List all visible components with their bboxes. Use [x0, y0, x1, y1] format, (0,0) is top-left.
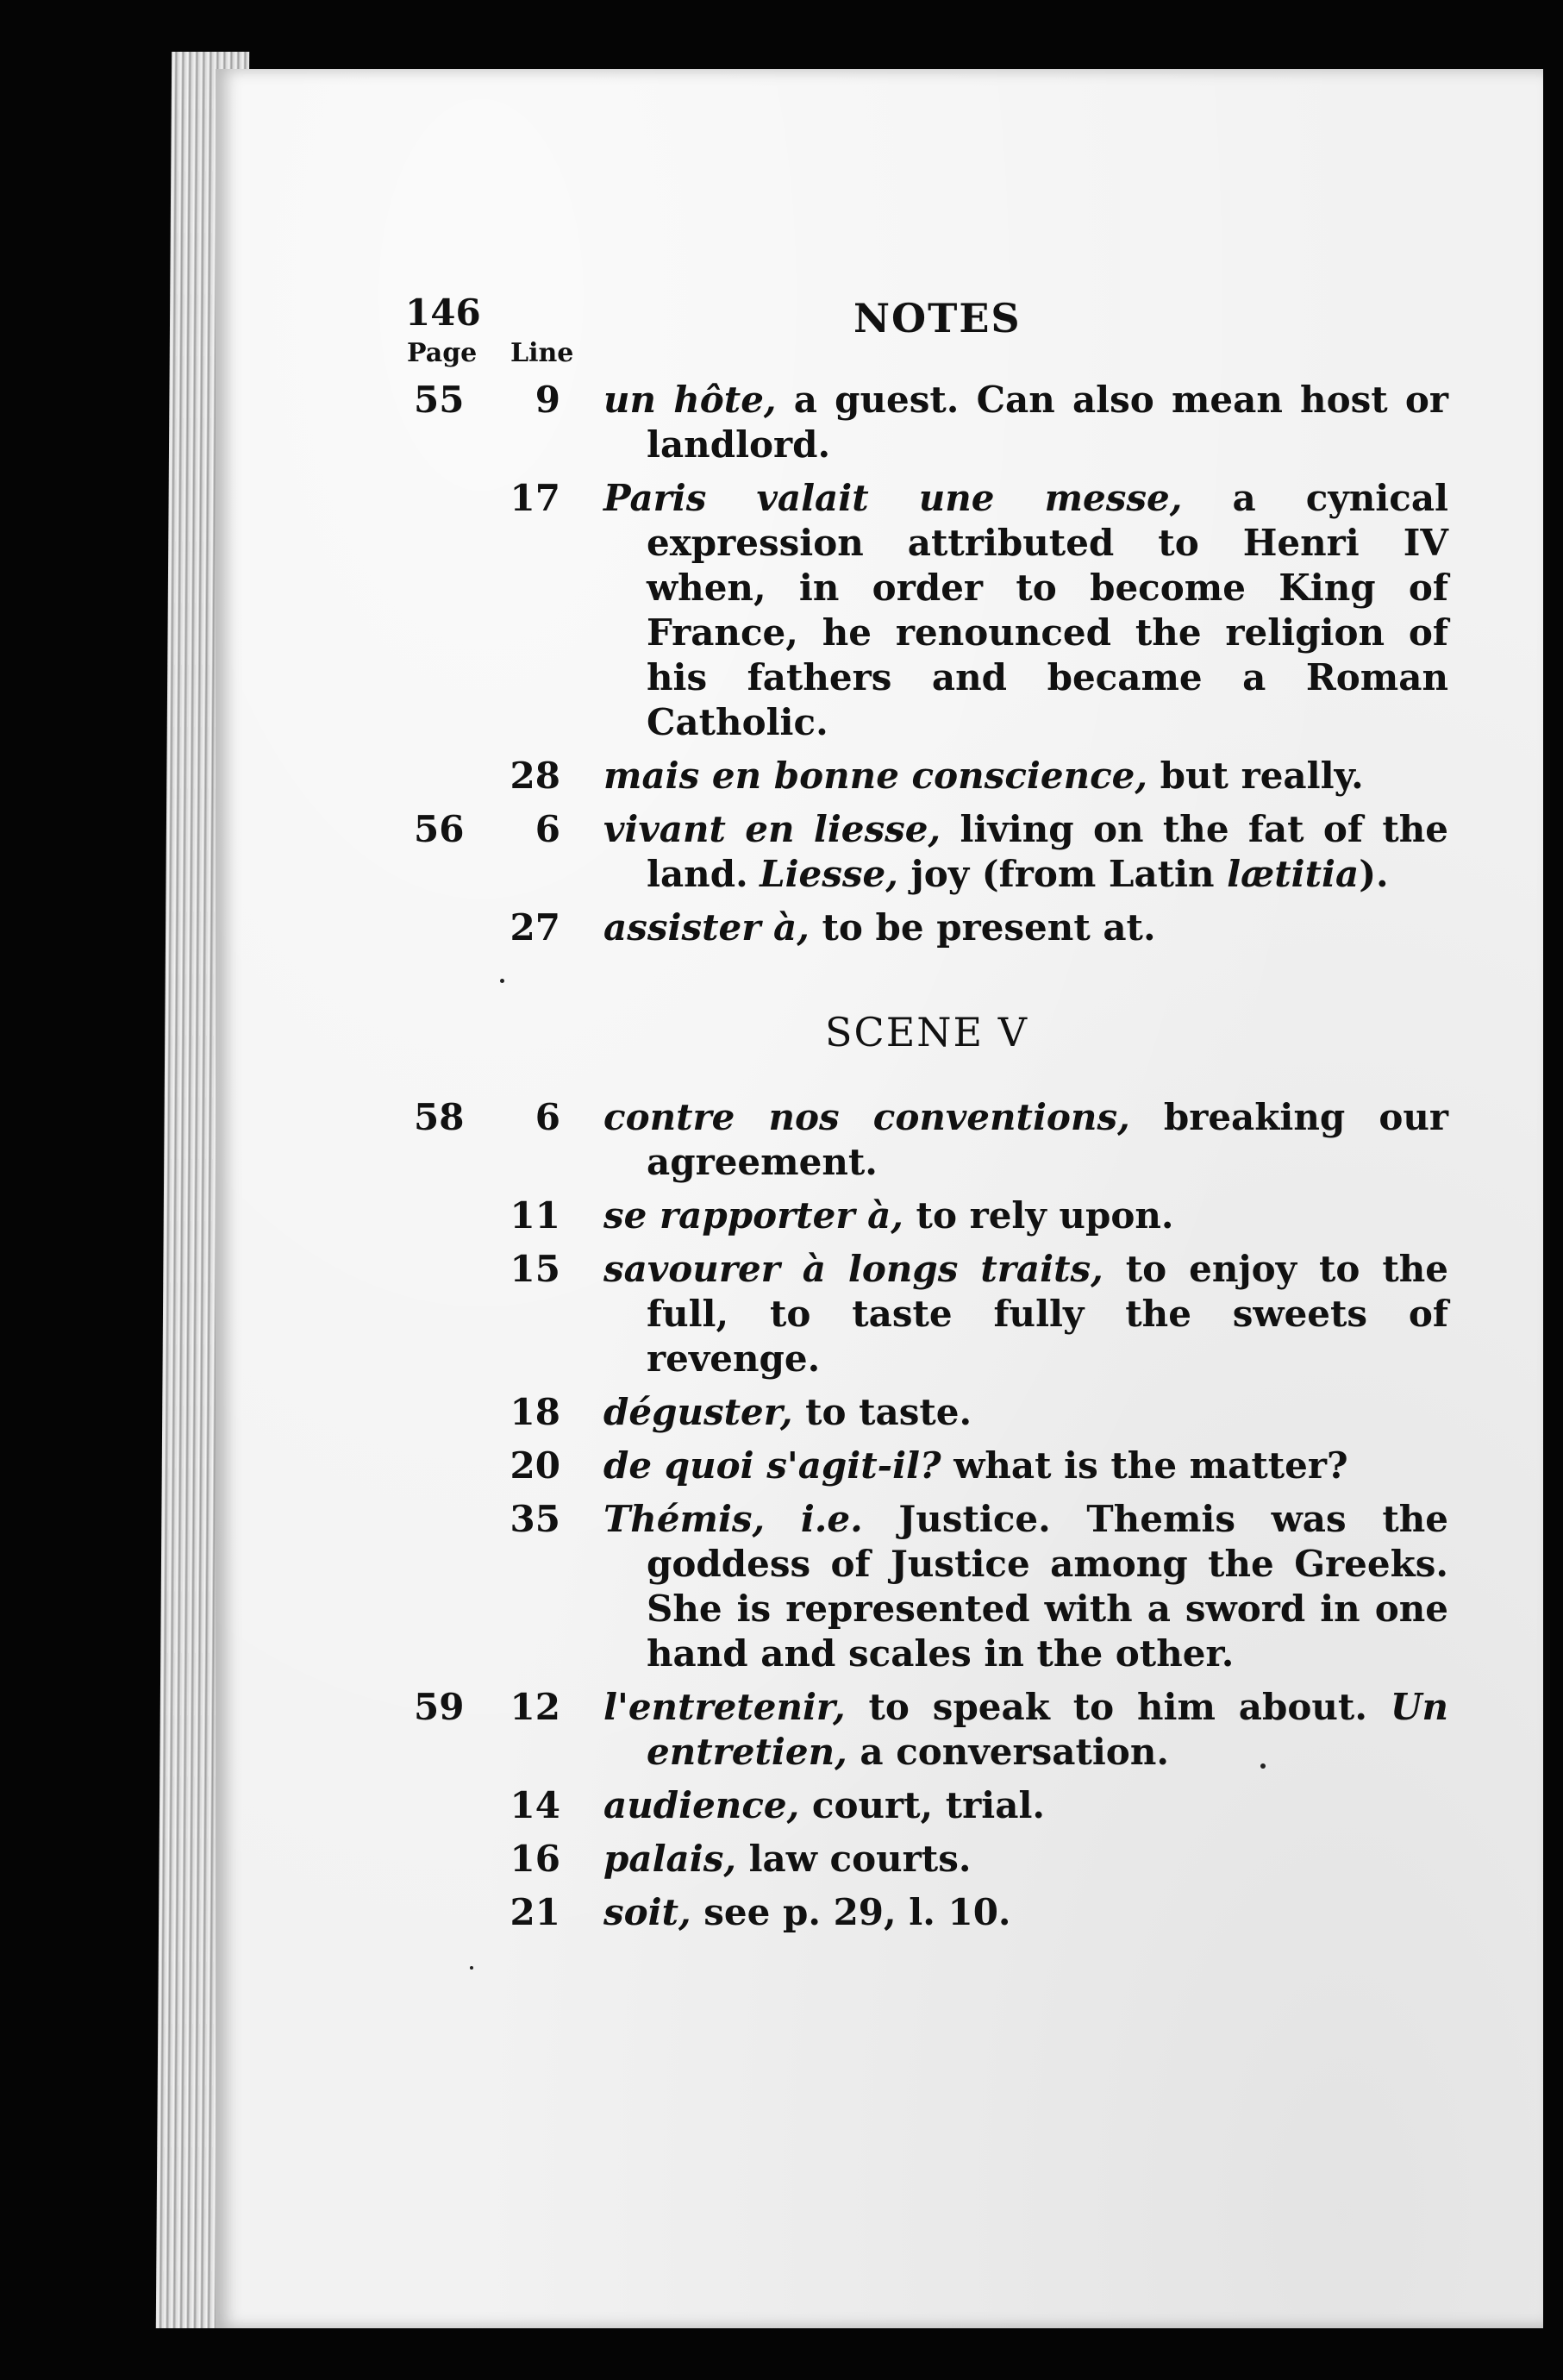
note-term: mais en bonne conscience,	[603, 755, 1148, 797]
note-term: soit,	[603, 1891, 691, 1933]
note-term: palais,	[603, 1838, 736, 1880]
note-gloss: to rely upon.	[903, 1194, 1174, 1237]
note-gloss: breaking our agreement.	[647, 1096, 1448, 1183]
print-speck	[1260, 1763, 1266, 1769]
note-gloss: law courts.	[735, 1838, 972, 1880]
page-header	[405, 285, 1474, 345]
note-gloss: to taste.	[792, 1391, 972, 1433]
note-line: 17	[510, 477, 560, 519]
note-extra-term-2: lætitia	[1227, 853, 1360, 895]
note-page: 56	[414, 808, 465, 850]
page-number: 146	[405, 291, 481, 334]
page-column-label: Page	[407, 338, 478, 368]
note-entry	[405, 476, 1448, 745]
note-entry	[405, 1193, 1448, 1238]
running-title: NOTES	[853, 295, 1022, 341]
note-extra-end: ).	[1359, 853, 1389, 895]
note-term: audience,	[603, 1784, 800, 1826]
note-entry	[405, 754, 1448, 799]
note-line: 15	[510, 1248, 560, 1290]
note-entry	[405, 1497, 1448, 1676]
note-entry	[405, 1890, 1448, 1935]
note-page: 55	[414, 379, 465, 421]
notes-block-2	[405, 1095, 1448, 1944]
print-speck	[470, 1966, 473, 1970]
note-line: 6	[535, 1096, 560, 1138]
note-term: Paris valait une messe,	[603, 477, 1183, 519]
print-speck	[500, 979, 504, 983]
note-line: 18	[510, 1391, 560, 1433]
note-entry	[405, 378, 1448, 467]
line-column-label: Line	[510, 338, 574, 368]
note-line: 11	[510, 1194, 560, 1237]
note-entry	[405, 807, 1448, 897]
note-term: Thémis, i.e.	[603, 1498, 863, 1540]
note-term: contre nos conventions,	[603, 1096, 1130, 1138]
note-gloss: see p. 29, l. 10.	[691, 1891, 1011, 1933]
note-page: 59	[414, 1686, 465, 1728]
note-gloss: to enjoy to the full, to taste fully the sweets of revenge.	[647, 1248, 1448, 1380]
note-term: savourer à longs traits,	[603, 1248, 1103, 1290]
note-term: vivant en liesse,	[603, 808, 941, 850]
note-gloss: a cynical expression attributed to Henri IV when, in order to become King of France, he renounced the religion of his fathers and became a Roman Catholic.	[647, 477, 1449, 743]
note-gloss: court, trial.	[799, 1784, 1046, 1826]
note-line: 27	[510, 906, 560, 949]
note-line: 21	[510, 1891, 560, 1933]
note-entry	[405, 1390, 1448, 1435]
note-gloss: living on the fat of the land.	[647, 808, 1448, 895]
note-entry	[405, 1685, 1448, 1775]
note-gloss: to be present at.	[809, 906, 1156, 949]
note-term: de quoi s'agit-il?	[603, 1444, 941, 1487]
note-term: un hôte,	[603, 379, 777, 421]
note-extra-gloss: a conversation.	[847, 1731, 1169, 1773]
note-gloss: a guest. Can also mean host or landlord.	[647, 379, 1448, 466]
note-line: 6	[535, 808, 560, 850]
scene-title: SCENE V	[825, 1009, 1028, 1055]
note-entry	[405, 1444, 1448, 1488]
note-term: déguster,	[603, 1391, 793, 1433]
note-line: 20	[510, 1444, 560, 1487]
note-entry	[405, 1095, 1448, 1185]
note-entry	[405, 1837, 1448, 1882]
note-line: 12	[510, 1686, 560, 1728]
note-term: assister à,	[603, 906, 810, 949]
note-entry	[405, 1247, 1448, 1381]
note-extra-term: Liesse,	[760, 853, 898, 895]
note-line: 9	[535, 379, 560, 421]
note-term: se rapporter à,	[603, 1194, 903, 1237]
note-line: 16	[510, 1838, 560, 1880]
note-extra-gloss: joy (from Latin	[897, 853, 1228, 895]
note-gloss: to speak to him about.	[845, 1686, 1367, 1728]
notes-block-1	[405, 378, 1448, 959]
note-entry	[405, 905, 1448, 950]
note-gloss: what is the matter?	[941, 1444, 1348, 1487]
note-line: 14	[510, 1784, 560, 1826]
note-line: 35	[510, 1498, 560, 1540]
note-extra-term: Un entretien,	[647, 1686, 1448, 1773]
note-line: 28	[510, 755, 560, 797]
note-gloss: but really.	[1147, 755, 1364, 797]
note-entry	[405, 1783, 1448, 1828]
note-page: 58	[414, 1096, 465, 1138]
note-gloss: Justice. Themis was the goddess of Justice among the Greeks. She is represented with a sword in one hand and scales in the other.	[647, 1498, 1448, 1675]
note-term: l'entretenir,	[603, 1686, 846, 1728]
